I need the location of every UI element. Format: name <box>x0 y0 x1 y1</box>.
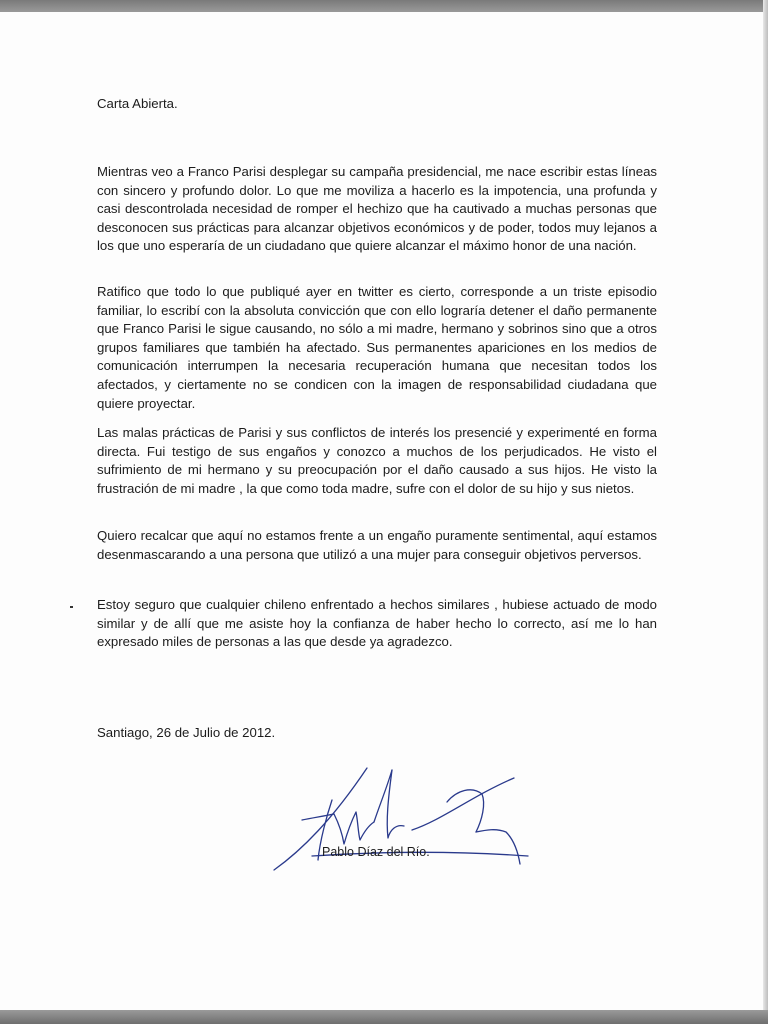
scan-right-edge <box>763 0 768 1024</box>
paragraph-3: Las malas prácticas de Parisi y sus conflictos de interés los presencié y experimenté en forma directa. Fui testigo de sus engaños y conozco a muchos de los perjudicados. He visto el sufrimiento de mi hermano y su preocupación por el daño causado a sus hijos. He visto la frustración de mi madre , la que como toda madre, sufre con el dolor de su hijo y sus nietos. <box>97 425 657 496</box>
letter-heading: Carta Abierta. <box>97 96 178 111</box>
signer-name: Pablo Díaz del Río. <box>322 845 430 859</box>
stray-mark <box>70 606 73 608</box>
paragraph-4: Quiero recalcar que aquí no estamos frente a un engaño puramente sentimental, aquí estamos desenmascarando a una persona que utilizó a una mujer para conseguir objetivos perversos. <box>97 528 657 562</box>
handwritten-signature <box>272 760 542 880</box>
paragraph-5: Estoy seguro que cualquier chileno enfrentado a hechos similares , hubiese actuado de modo similar y de allí que me asiste hoy la confianza de haber hecho lo correcto, así me lo han expresado miles de personas a las que desde ya agradezco. <box>97 597 657 650</box>
paragraph-1: Mientras veo a Franco Parisi desplegar su campaña presidencial, me nace escribir estas líneas con sincero y profundo dolor. Lo que me moviliza a hacerlo es la impotencia, una profunda y casi descontrolada necesidad de romper el hechizo que ha cautivado a muchas personas que desconocen sus prácticas para alcanzar objetivos económicos y de poder, todos muy lejanos a los que uno esperaría de un ciudadano que quiere alcanzar el máximo honor de una nación. <box>97 164 657 254</box>
scan-top-border <box>0 0 768 12</box>
paragraph-2: Ratifico que todo lo que publiqué ayer en twitter es cierto, corresponde a un triste episodio familiar, lo escribí con la absoluta convicción que con ello lograría detener el daño permanente que Franco Parisi le sigue causando, no sólo a mi madre, hermano y sobrinos sino que a otros grupos familiares que también ha afectado. Sus permanentes apariciones en los medios de comunicación interrumpen la necesaria recuperación humana que necesitan todos los afectados, y ciertamente no se condicen con la imagen de responsabilidad ciudadana que quiere proyectar. <box>97 284 657 411</box>
place-and-date: Santiago, 26 de Julio de 2012. <box>97 725 276 740</box>
scan-bottom-border <box>0 1010 768 1024</box>
